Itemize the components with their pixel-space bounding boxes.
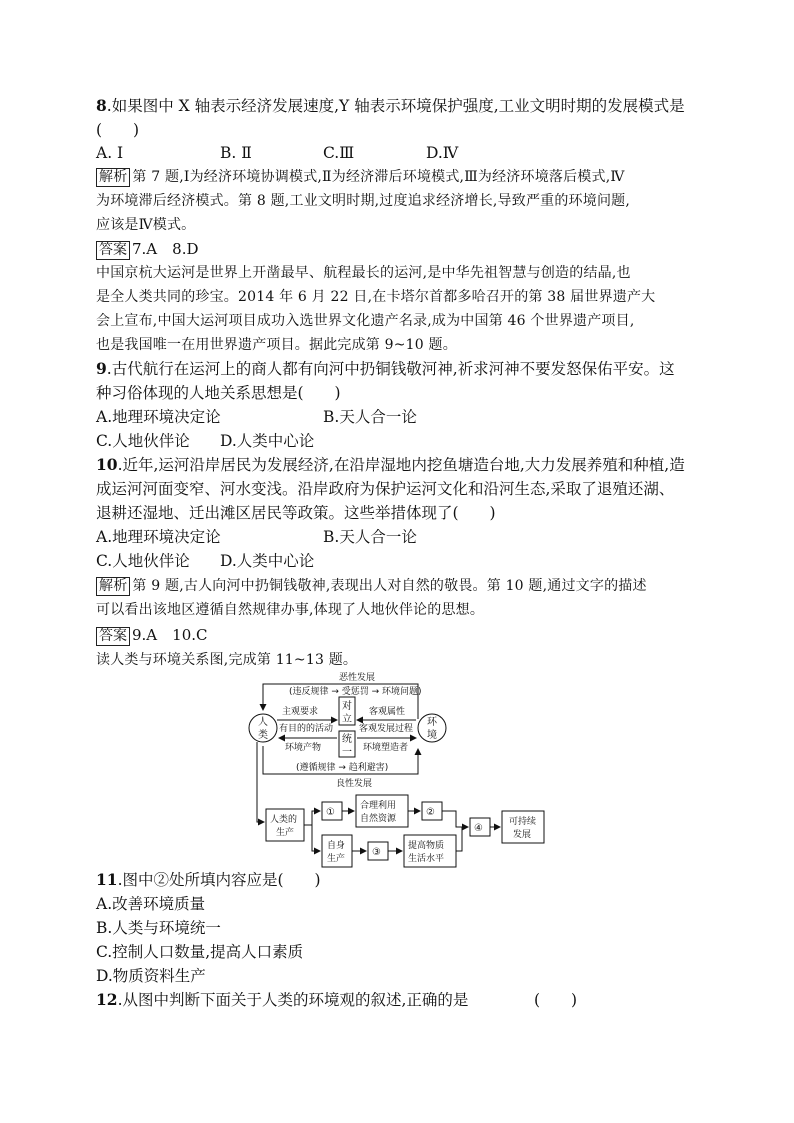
question-stem: .从图中判断下面关于人类的环境观的叙述,正确的是 (117, 991, 469, 1009)
answer-block (96, 625, 207, 646)
bad-chain-label: (违反规律 → 受惩罚 → 环境问题) (289, 687, 422, 697)
diagram-intro: 读人类与环境关系图,完成第 11~13 题。 (96, 652, 358, 668)
answer-text: 7.A 8.D (132, 240, 199, 258)
answer-text: 9.A 10.C (132, 626, 208, 644)
passage-line: 是全人类共同的珍宝。2014 年 6 月 22 日,在卡塔尔首都多哈召开的第 38 届世界遗产大 (96, 289, 656, 305)
option-b: B.天人合一论 (323, 528, 417, 546)
human-label: 类 (258, 730, 268, 741)
blank-2-box (422, 802, 442, 820)
human-label: 人 (258, 717, 268, 728)
sustainable-label: 发展 (513, 830, 532, 840)
question-12 (96, 990, 468, 1010)
question-stem: .古代航行在运河上的商人都有向河中扔铜钱敬河神,祈求河神不要发怒保佑平安。这 (106, 360, 675, 378)
passage-line: 中国京杭大运河是世界上开凿最早、航程最长的运河,是中华先祖智慧与创造的结晶,也 (96, 265, 631, 281)
sustainable-label: 可持续 (509, 817, 537, 827)
option-b: B.人类与环境统一 (96, 919, 221, 937)
analysis-line: 可以看出该地区遵循自然规律办事,体现了人地伙伴论的思想。 (96, 602, 485, 618)
analysis-block (96, 167, 625, 187)
self-production-label: 自身 (327, 841, 346, 851)
question-11 (96, 870, 321, 890)
blank-4-box (470, 818, 490, 836)
question-stem-line: 退耕还湿地、迁出滩区居民等政策。这些举措体现了( ) (96, 504, 496, 522)
improve-living-label: 生活水平 (408, 854, 445, 864)
answer-tag: 答案 (96, 241, 130, 260)
option-d: D.物质资料生产 (96, 967, 206, 985)
question-stem-line: 成运河河面变窄、河水变浅。沿岸政府为保护运河文化和沿河生态,采取了退殖还湖、 (96, 480, 675, 498)
self-production-label: 生产 (327, 854, 346, 864)
rational-use-label: 自然资源 (360, 814, 397, 824)
analysis-tag: 解析 (96, 577, 130, 596)
good-development-loop (263, 746, 418, 774)
option-c: C.Ⅲ (323, 144, 355, 162)
answer-block (96, 239, 198, 260)
human-production-label: 生产 (276, 828, 295, 838)
unity-label: 一 (342, 747, 352, 758)
question-10 (96, 455, 685, 475)
bad-development-loop (263, 684, 418, 719)
blank-4-label: ④ (474, 823, 483, 834)
unity-box (339, 731, 355, 757)
question-stem-line: 种习俗体现的人地关系思想是( ) (96, 384, 341, 402)
question-stem: .近年,运河沿岸居民为发展经济,在沿岸湿地内挖鱼塘造台地,大力发展养殖和种植,造 (117, 456, 685, 474)
objective-process-label: 客观发展过程 (359, 724, 414, 734)
question-stem: .如果图中 X 轴表示经济发展速度,Y 轴表示环境保护强度,工业文明时期的发展模式是 (106, 97, 685, 115)
opposition-label: 立 (342, 714, 352, 725)
option-a: A.地理环境决定论 (96, 408, 221, 426)
environment-label: 环 (427, 717, 437, 728)
option-b: B. Ⅱ (220, 144, 252, 162)
objective-label: 客观属性 (369, 707, 406, 717)
bad-development-label: 恶性发展 (339, 673, 376, 683)
option-d: D.人类中心论 (220, 432, 315, 450)
sustainable-box (502, 811, 544, 843)
question-number: 9 (96, 359, 107, 378)
human-node (249, 714, 277, 742)
option-c: C.控制人口数量,提高人口素质 (96, 943, 304, 961)
answer-paren: ( ) (96, 121, 140, 139)
subjective-label: 主观要求 (282, 707, 319, 717)
option-c: C.人地伙伴论 (96, 552, 190, 570)
option-b: B.天人合一论 (323, 408, 417, 426)
question-number: 10 (96, 455, 118, 474)
analysis-line: 应该是Ⅳ模式。 (96, 217, 196, 233)
analysis-block (96, 576, 647, 596)
question-9 (96, 359, 675, 379)
env-shaper-label: 环境塑造者 (363, 743, 409, 753)
blank-3-label: ③ (372, 847, 381, 858)
improve-living-box (404, 835, 456, 867)
question-number: 8 (96, 96, 107, 115)
rational-use-box (356, 795, 408, 827)
option-a: A.地理环境决定论 (96, 528, 221, 546)
passage-line: 也是我国唯一在用世界遗产项目。据此完成第 9~10 题。 (96, 337, 457, 353)
self-production-box (322, 835, 352, 867)
question-8 (96, 96, 685, 116)
human-production-box (266, 809, 304, 841)
option-d: D.人类中心论 (220, 552, 315, 570)
analysis-tag: 解析 (96, 168, 130, 187)
opposition-label: 对 (342, 701, 352, 712)
option-a: A. Ⅰ (96, 144, 124, 162)
opposition-box (339, 697, 355, 725)
blank-1-box (322, 802, 342, 820)
option-d: D.Ⅳ (426, 144, 459, 162)
human-production-label: 人类的 (270, 815, 298, 825)
improve-living-label: 提高物质 (408, 841, 445, 851)
good-chain-label: (遵循规律 → 趋利避害) (296, 763, 389, 773)
blank-3-box (368, 842, 388, 860)
option-c: C.人地伙伴论 (96, 432, 190, 450)
unity-label: 统 (342, 734, 352, 745)
env-product-label: 环境产物 (285, 743, 322, 753)
question-number: 12 (96, 990, 118, 1009)
rational-use-label: 合理利用 (360, 801, 397, 811)
question-stem: .图中②处所填内容应是( ) (117, 871, 321, 889)
answer-tag: 答案 (96, 627, 130, 646)
environment-label: 境 (427, 730, 437, 741)
good-development-label: 良性发展 (336, 779, 373, 789)
answer-paren: ( ) (534, 991, 578, 1009)
analysis-line: 为环境滞后经济模式。第 8 题,工业文明时期,过度追求经济增长,导致严重的环境问题, (96, 193, 631, 209)
purposeful-label: 有目的的活动 (279, 724, 334, 734)
blank-2-label: ② (426, 807, 435, 818)
environment-node (418, 714, 446, 742)
analysis-line: 第 9 题,古人向河中扔铜钱敬神,表现出人对自然的敬畏。第 10 题,通过文字的描述 (132, 578, 647, 594)
analysis-line: 第 7 题,Ⅰ为经济环境协调模式,Ⅱ为经济滞后环境模式,Ⅲ为经济环境落后模式,Ⅳ (132, 169, 625, 185)
option-a: A.改善环境质量 (96, 895, 206, 913)
passage-line: 会上宣布,中国大运河项目成功入选世界文化遗产名录,成为中国第 46 个世界遗产项目, (96, 313, 635, 329)
question-number: 11 (96, 870, 118, 889)
blank-1-label: ① (326, 807, 335, 818)
